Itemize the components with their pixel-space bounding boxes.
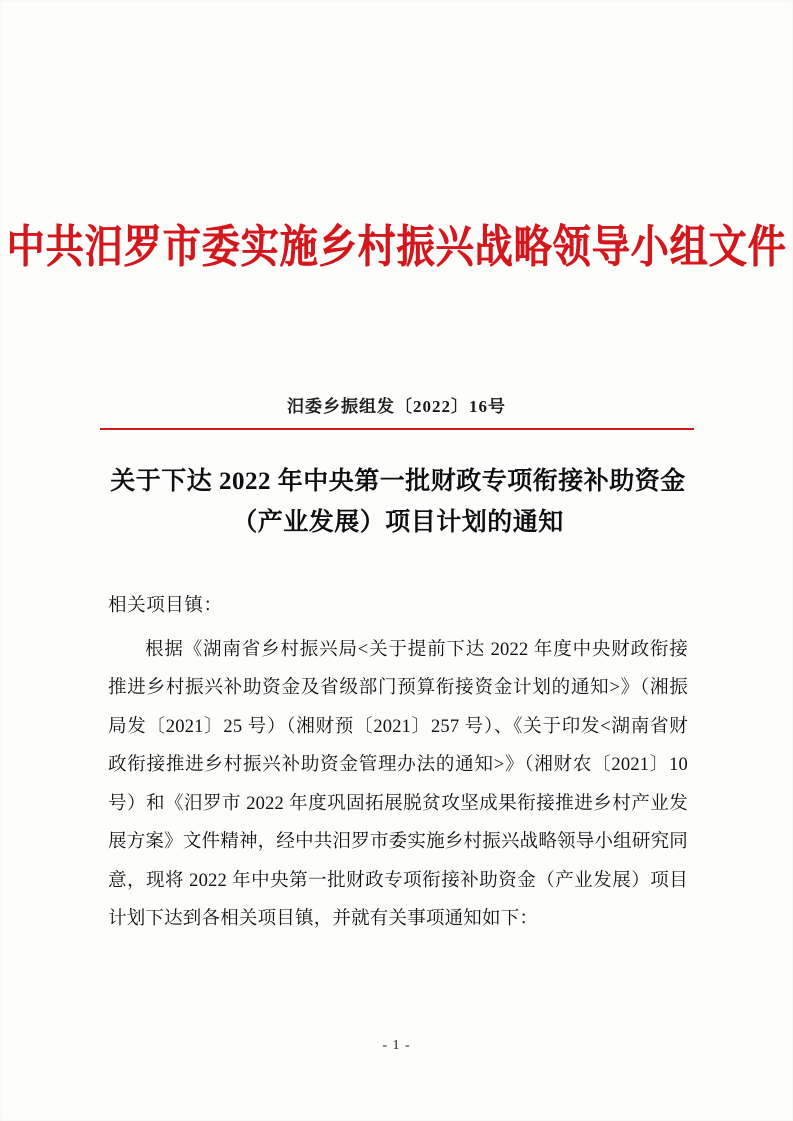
document-body [108,588,688,939]
document-masthead [0,223,793,273]
document-number: 汨委乡振组发〔2022〕16号 [287,397,506,416]
page-title: 关于下达 2022 年中央第一批财政专项衔接补助资金（产业发展）项目计划的通知 [110,468,686,536]
red-divider-rule [100,428,694,430]
masthead-title: 中共汨罗市委实施乡村振兴战略领导小组文件 [6,223,787,273]
salutation: 相关项目镇： [108,596,223,616]
page-number: - 1 - [382,1038,411,1053]
body-paragraph-1: 根据《湖南省乡村振兴局<关于提前下达 2022 年度中央财政衔接推进乡村振兴补助资金及省级部门预算衔接资金计划的通知>》（湘振局发〔2021〕25 号）（湘财预〔2021〕257 号）、《关于印发<湖南省财政衔接推进乡村振兴补助资金管理办法的通知>》（湘财农〔2021〕10 号）和《汨罗市 2022 年度巩固拓展脱贫攻坚成果衔接推进乡村产业发展方案》文件精神，经中共汨罗市委实施乡村振兴战略领导小组研究同意，现将 2022 年中央第一批财政专项衔接补助资金（产业发展）项目计划下达到各相关项目镇，并就有关事项通知如下： [108,640,688,930]
